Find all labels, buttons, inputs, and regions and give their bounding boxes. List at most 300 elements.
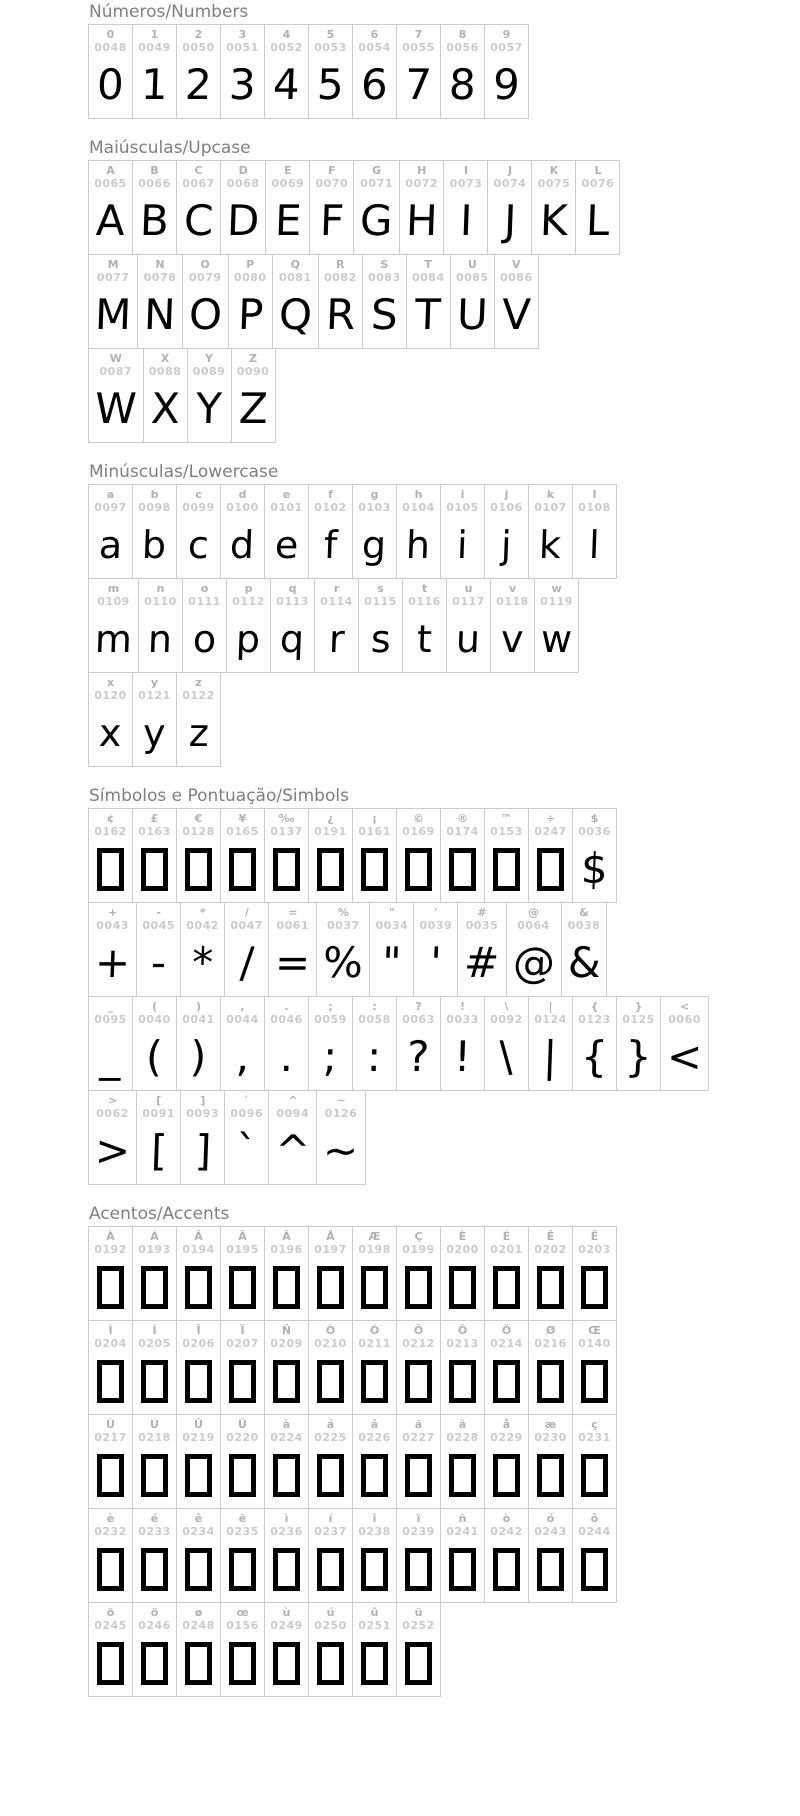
glyph-cell: [228, 254, 273, 349]
glyph-preview-area: [226, 55, 259, 113]
glyph-cell: [352, 484, 397, 579]
cell-code-label: 0225: [314, 1431, 347, 1444]
glyph-cell: [180, 902, 225, 997]
cell-code-label: 0078: [143, 271, 177, 284]
missing-glyph-box: [361, 1548, 388, 1591]
glyph-cell: [484, 1508, 529, 1603]
cell-code-label: 0109: [97, 595, 130, 608]
cell-character-label: r: [333, 582, 340, 595]
cell-code-label: 0123: [578, 1013, 611, 1026]
cell-code-label: 0069: [271, 177, 305, 190]
glyph-cell: [440, 1508, 485, 1603]
glyph-preview-area: [227, 515, 257, 573]
glyph-cell: [450, 254, 495, 349]
cell-character-label: &: [579, 906, 589, 919]
glyph-sample: ^: [274, 1126, 312, 1175]
glyph-cell: [220, 160, 266, 255]
cell-code-label: 0102: [314, 501, 347, 514]
missing-glyph-box: [493, 1454, 520, 1497]
cell-code-label: 0106: [490, 501, 523, 514]
cell-character-label: €: [194, 812, 203, 825]
cell-character-label: à: [282, 1418, 291, 1431]
glyph-cell: [396, 24, 441, 119]
cell-character-label: Û: [194, 1418, 203, 1431]
cell-character-label: ': [434, 906, 438, 919]
cell-character-label: ‰: [278, 812, 295, 825]
cell-character-label: Ã: [238, 1230, 247, 1243]
cell-code-label: 0112: [232, 595, 265, 608]
glyph-cell: [220, 1508, 265, 1603]
glyph-preview-area: [323, 285, 358, 343]
glyph-cell: [457, 902, 506, 997]
glyph-preview-area: [192, 1121, 214, 1179]
glyph-cell: [487, 160, 532, 255]
missing-glyph-box: [97, 1360, 124, 1403]
missing-glyph-box: [581, 1360, 608, 1403]
glyph-preview-area: [237, 933, 257, 991]
missing-glyph-box: [493, 1266, 520, 1309]
glyph-preview-area: [137, 191, 172, 249]
glyph-row: [88, 1508, 790, 1603]
cell-character-label: É: [502, 1230, 511, 1243]
glyph-sample: Y: [195, 384, 223, 433]
missing-glyph-box: [449, 1454, 476, 1497]
glyph-sample: u: [455, 617, 482, 661]
glyph-row: [88, 254, 790, 349]
glyph-preview-area: [270, 839, 303, 897]
cell-character-label: û: [370, 1606, 379, 1619]
cell-code-label: 0071: [360, 177, 393, 190]
cell-character-label: h: [414, 488, 423, 501]
glyph-cell: [308, 1226, 353, 1321]
glyph-preview-area: [270, 1351, 303, 1409]
glyph-cell: [176, 808, 221, 903]
missing-glyph-box: [141, 1454, 168, 1497]
missing-glyph-box: [97, 1454, 124, 1497]
glyph-cell: [308, 24, 353, 119]
glyph-preview-area: [272, 515, 301, 573]
cell-character-label: í: [328, 1512, 333, 1525]
cell-character-label: á: [326, 1418, 335, 1431]
glyph-sample: U: [456, 290, 489, 339]
cell-character-label: î: [372, 1512, 377, 1525]
missing-glyph-box: [273, 848, 300, 891]
cell-character-label: x: [106, 676, 115, 689]
glyph-preview-area: [451, 1027, 474, 1085]
glyph-cell: [88, 578, 139, 673]
cell-code-label: 0161: [358, 825, 391, 838]
cell-code-label: 0244: [578, 1525, 611, 1538]
glyph-sample: *: [191, 938, 215, 987]
glyph-cell: [265, 160, 310, 255]
cell-code-label: 0056: [446, 41, 479, 54]
section-title: Maiúsculas/Upcase: [89, 138, 251, 158]
cell-code-label: 0117: [452, 595, 485, 608]
glyph-row: [88, 1414, 790, 1509]
glyph-cell: [270, 578, 315, 673]
glyph-cell: [132, 160, 177, 255]
glyph-preview-area: [96, 515, 125, 573]
missing-glyph-box: [273, 1266, 300, 1309]
glyph-cell: [264, 1414, 309, 1509]
glyph-cell: [308, 808, 353, 903]
glyph-preview-area: [182, 1445, 215, 1503]
glyph-preview-area: [148, 379, 183, 437]
cell-character-label: o: [200, 582, 209, 595]
cell-code-label: 0118: [496, 595, 529, 608]
glyph-cell: [396, 484, 441, 579]
cell-code-label: 0090: [236, 365, 270, 378]
glyph-cell: [362, 254, 407, 349]
glyph-sample: [: [149, 1126, 168, 1175]
glyph-cell: [572, 1226, 617, 1321]
missing-glyph-box: [405, 1548, 432, 1591]
cell-character-label: J: [507, 164, 513, 177]
glyph-cell: [440, 1320, 485, 1415]
cell-character-label: Í: [152, 1324, 157, 1337]
cell-character-label: *: [199, 906, 206, 919]
glyph-preview-area: [92, 609, 135, 667]
cell-character-label: D: [238, 164, 248, 177]
glyph-preview-area: [92, 379, 140, 437]
glyph-preview-area: [277, 1027, 296, 1085]
glyph-preview-area: [145, 609, 175, 667]
cell-character-label: ò: [502, 1512, 511, 1525]
glyph-preview-area: [272, 933, 313, 991]
cell-code-label: 0120: [94, 689, 127, 702]
cell-character-label: ]: [200, 1094, 206, 1107]
glyph-cell: [137, 254, 182, 349]
cell-character-label: $: [590, 812, 599, 825]
glyph-sample: f: [323, 523, 338, 567]
cell-code-label: 0074: [493, 177, 527, 190]
cell-character-label: @: [528, 906, 540, 919]
glyph-cell: [88, 1320, 133, 1415]
cell-character-label: Ë: [590, 1230, 599, 1243]
glyph-preview-area: [138, 1445, 171, 1503]
glyph-cell: [396, 996, 441, 1091]
missing-glyph-box: [317, 1360, 344, 1403]
cell-code-label: 0035: [465, 919, 499, 932]
missing-glyph-box: [537, 1266, 564, 1309]
glyph-preview-area: [326, 609, 348, 667]
cell-code-label: 0041: [182, 1013, 215, 1026]
cell-code-label: 0067: [182, 177, 215, 190]
cell-character-label: N: [155, 258, 165, 271]
glyph-sample: e: [274, 523, 299, 567]
cell-code-label: 0206: [182, 1337, 215, 1350]
cell-character-label: W: [109, 352, 122, 365]
missing-glyph-box: [97, 1548, 124, 1591]
cell-code-label: 0122: [182, 689, 215, 702]
cell-code-label: 0052: [270, 41, 303, 54]
glyph-cell: [220, 24, 265, 119]
cell-character-label: I: [463, 164, 469, 177]
glyph-sample: .: [278, 1032, 295, 1081]
glyph-preview-area: [94, 1257, 127, 1315]
glyph-preview-area: [534, 1445, 567, 1503]
glyph-preview-area: [490, 1257, 523, 1315]
cell-code-label: 0193: [138, 1243, 171, 1256]
glyph-preview-area: [499, 285, 534, 343]
cell-character-label: q: [288, 582, 297, 595]
glyph-cell: [226, 578, 271, 673]
cell-code-label: 0045: [142, 919, 176, 932]
glyph-cell: [88, 808, 133, 903]
glyph-sample: j: [500, 523, 513, 567]
glyph-cell: [308, 1602, 353, 1697]
glyph-sample: 8: [448, 60, 477, 109]
glyph-preview-area: [270, 1445, 303, 1503]
glyph-cell: [224, 1090, 269, 1185]
glyph-row: [88, 808, 790, 903]
glyph-preview-area: [402, 1539, 435, 1597]
cell-character-label: ¢: [106, 812, 115, 825]
glyph-preview-area: [148, 933, 169, 991]
cell-code-label: 0068: [226, 177, 260, 190]
glyph-cell: [176, 996, 221, 1091]
glyph-row: [88, 902, 790, 997]
missing-glyph-box: [273, 1548, 300, 1591]
glyph-cell: [182, 578, 227, 673]
cell-code-label: 0070: [315, 177, 349, 190]
glyph-cell: [176, 1320, 221, 1415]
cell-code-label: 0040: [138, 1013, 171, 1026]
glyph-sample: Z: [237, 384, 269, 433]
section-accents: [88, 1204, 790, 1697]
glyph-sample: v: [500, 617, 525, 661]
glyph-sample: ]: [193, 1126, 212, 1175]
cell-code-label: 0214: [490, 1337, 523, 1350]
glyph-preview-area: [536, 515, 564, 573]
glyph-cell: [187, 348, 232, 443]
cell-code-label: 0210: [314, 1337, 347, 1350]
missing-glyph-box: [273, 1454, 300, 1497]
glyph-row: [88, 1320, 790, 1415]
glyph-sample: 5: [316, 60, 345, 109]
missing-glyph-box: [405, 1642, 432, 1685]
glyph-preview-area: [96, 703, 125, 761]
glyph-cell: [484, 1320, 529, 1415]
glyph-preview-area: [138, 839, 171, 897]
cell-character-label: ": [388, 906, 395, 919]
missing-glyph-box: [229, 1360, 256, 1403]
cell-code-label: 0065: [94, 177, 127, 190]
glyph-preview-area: [358, 1445, 391, 1503]
cell-character-label: 1: [150, 28, 159, 41]
glyph-cell: [531, 160, 576, 255]
glyph-preview-area: [402, 839, 435, 897]
glyph-cell: [136, 1090, 181, 1185]
glyph-cell: [176, 1414, 221, 1509]
glyph-cell: [88, 254, 138, 349]
missing-glyph-box: [185, 1548, 212, 1591]
cell-code-label: 0055: [402, 41, 435, 54]
glyph-preview-area: [270, 55, 303, 113]
missing-glyph-box: [317, 1642, 344, 1685]
glyph-cell: [308, 996, 353, 1091]
cell-character-label: Ä: [282, 1230, 291, 1243]
glyph-cell: [268, 902, 317, 997]
glyph-preview-area: [185, 515, 212, 573]
glyph-sample: N: [143, 290, 177, 339]
cell-character-label: m: [107, 582, 120, 595]
glyph-sample: :: [366, 1032, 383, 1081]
cell-character-label: C: [194, 164, 203, 177]
cell-code-label: 0094: [276, 1107, 310, 1120]
glyph-preview-area: [358, 839, 391, 897]
cell-character-label: Ô: [413, 1324, 424, 1337]
cell-code-label: 0061: [276, 919, 310, 932]
glyph-preview-area: [446, 839, 479, 897]
glyph-preview-area: [148, 1121, 170, 1179]
glyph-preview-area: [140, 703, 169, 761]
glyph-cell: [180, 1090, 225, 1185]
cell-character-label: u: [464, 582, 473, 595]
cell-character-label: À: [106, 1230, 115, 1243]
cell-character-label: ;: [328, 1000, 333, 1013]
cell-code-label: 0230: [534, 1431, 567, 1444]
glyph-preview-area: [226, 1445, 259, 1503]
glyph-preview-area: [186, 285, 225, 343]
missing-glyph-box: [537, 1548, 564, 1591]
cell-code-label: 0044: [226, 1013, 259, 1026]
cell-character-label: g: [370, 488, 379, 501]
cell-character-label: a: [106, 488, 115, 501]
cell-character-label: ÷: [545, 812, 556, 825]
cell-code-label: 0204: [94, 1337, 127, 1350]
cell-character-label: Ó: [369, 1324, 380, 1337]
missing-glyph-box: [581, 1454, 608, 1497]
glyph-sample: 0: [96, 60, 125, 109]
cell-code-label: 0251: [358, 1619, 391, 1632]
glyph-cell: [264, 484, 309, 579]
glyph-preview-area: [193, 379, 225, 437]
glyph-cell: [176, 24, 221, 119]
cell-character-label: è: [106, 1512, 115, 1525]
glyph-preview-area: [187, 1027, 209, 1085]
glyph-sample: }: [624, 1032, 653, 1081]
cell-code-label: 0125: [622, 1013, 655, 1026]
cell-character-label: ©: [413, 812, 424, 825]
cell-character-label: 9: [502, 28, 511, 41]
glyph-cell: [88, 24, 133, 119]
glyph-sample: n: [147, 617, 174, 661]
cell-character-label: v: [508, 582, 517, 595]
glyph-preview-area: [314, 55, 347, 113]
glyph-cell: [406, 254, 451, 349]
glyph-sample: =: [274, 938, 312, 987]
glyph-preview-area: [233, 609, 263, 667]
glyph-cell: [220, 1414, 265, 1509]
glyph-cell: [88, 1602, 133, 1697]
cell-character-label: .: [284, 1000, 289, 1013]
glyph-sample: H: [405, 196, 439, 245]
glyph-sample: ': [429, 938, 443, 987]
glyph-preview-area: [138, 55, 171, 113]
cell-character-label: l: [592, 488, 597, 501]
glyph-cell: [176, 160, 221, 255]
cell-character-label: Œ: [588, 1324, 601, 1337]
glyph-cell: [88, 484, 133, 579]
cell-character-label: M: [107, 258, 119, 271]
cell-code-label: 0211: [358, 1337, 391, 1350]
glyph-cell: [308, 484, 353, 579]
glyph-sample: W: [94, 384, 138, 433]
glyph-sample: V: [501, 290, 532, 339]
glyph-rows: [88, 24, 790, 119]
cell-code-label: 0235: [226, 1525, 259, 1538]
glyph-preview-area: [321, 515, 340, 573]
glyph-sample: 2: [184, 60, 213, 109]
glyph-cell: [484, 24, 529, 119]
glyph-sample: t: [416, 617, 433, 661]
cell-character-label: t: [421, 582, 428, 595]
glyph-preview-area: [226, 1539, 259, 1597]
cell-code-label: 0050: [182, 41, 215, 54]
glyph-sample: 6: [360, 60, 389, 109]
glyph-preview-area: [402, 1445, 435, 1503]
cell-character-label: f: [328, 488, 333, 501]
cell-code-label: 0058: [358, 1013, 391, 1026]
glyph-sample: z: [187, 711, 210, 755]
cell-code-label: 0091: [142, 1107, 176, 1120]
missing-glyph-box: [449, 1548, 476, 1591]
glyph-preview-area: [364, 1027, 384, 1085]
cell-character-label: ï: [416, 1512, 421, 1525]
glyph-cell: [308, 1508, 353, 1603]
glyph-cell: [572, 484, 617, 579]
glyph-preview-area: [94, 1351, 127, 1409]
cell-character-label: V: [512, 258, 521, 271]
glyph-sample: c: [187, 523, 210, 567]
cell-character-label: È: [458, 1230, 467, 1243]
glyph-cell: [534, 578, 579, 673]
glyph-sample: <: [666, 1032, 704, 1081]
glyph-sample: F: [318, 196, 345, 245]
cell-character-label: Ö: [501, 1324, 512, 1337]
missing-glyph-box: [405, 848, 432, 891]
glyph-preview-area: [226, 839, 259, 897]
missing-glyph-box: [141, 1548, 168, 1591]
missing-glyph-box: [273, 1360, 300, 1403]
glyph-preview-area: [226, 1633, 259, 1691]
cell-character-label: Ç: [414, 1230, 423, 1243]
glyph-cell: [264, 1602, 309, 1697]
glyph-sample: r: [327, 617, 346, 661]
section-upcase: [88, 138, 790, 443]
cell-character-label: ¥: [238, 812, 247, 825]
cell-character-label: j: [504, 488, 509, 501]
glyph-cell: [358, 578, 403, 673]
cell-character-label: Å: [326, 1230, 335, 1243]
cell-character-label: ,: [240, 1000, 245, 1013]
cell-character-label: ): [195, 1000, 202, 1013]
glyph-preview-area: [317, 191, 347, 249]
glyph-sample: 9: [492, 60, 521, 109]
cell-code-label: 0200: [446, 1243, 479, 1256]
cell-character-label: ó: [546, 1512, 555, 1525]
cell-character-label: _: [107, 1000, 114, 1013]
glyph-cell: [231, 348, 276, 443]
glyph-preview-area: [182, 1257, 215, 1315]
cell-code-label: 0250: [314, 1619, 347, 1632]
glyph-preview-area: [403, 515, 433, 573]
cell-character-label: ê: [194, 1512, 203, 1525]
cell-character-label: ?: [415, 1000, 422, 1013]
glyph-cell: [484, 1226, 529, 1321]
cell-code-label: 0062: [96, 1107, 129, 1120]
